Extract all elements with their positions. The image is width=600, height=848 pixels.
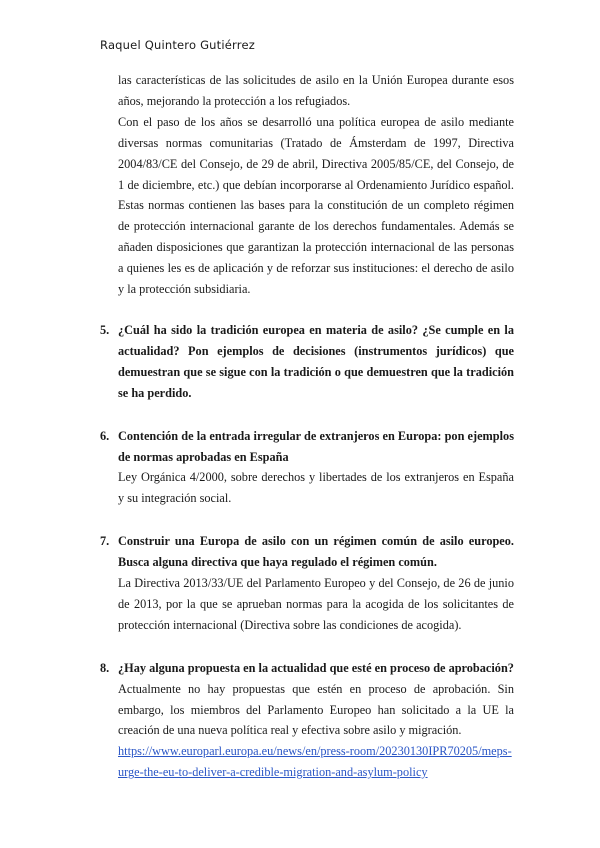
question-section-8 <box>100 658 514 783</box>
question-section-6 <box>100 426 514 510</box>
answer-text: La Directiva 2013/33/UE del Parlamento Europeo y del Consejo, de 26 de junio de 2013, por la que se aprueban normas para la acogida de los solicitantes de protección internacional (Directiva sobre las condiciones de acogida). <box>118 576 514 632</box>
question-number: 8. <box>100 660 110 675</box>
question-number: 5. <box>100 322 110 337</box>
question-text: ¿Hay alguna propuesta en la actualidad que esté en proceso de aprobación? <box>118 660 514 675</box>
intro-paragraph-1: las características de las solicitudes de asilo en la Unión Europea durante esos años, mejorando la protección a los refugiados. <box>118 73 514 108</box>
question-text: Construir una Europa de asilo con un régimen común de asilo europeo. Busca alguna directiva que haya regulado el régimen común. <box>118 534 514 570</box>
intro-paragraph-2: Con el paso de los años se desarrolló una política europea de asilo mediante diversas normas comunitarias (Tratado de Ámsterdam de 1997, Directiva 2004/83/CE del Consejo, de 29 de abril, Directiva 2005/85/CE, del Consejo, de 1 de diciembre, etc.) que debían incorporarse al Ordenamiento Jurídico español. Estas normas contienen las bases para la constitución de un completo régimen de protección internacional garante de los derechos fundamentales. Además se añaden disposiciones que garantizan la protección internacional de las personas a quienes les es de aplicación y de reforzar sus instituciones: el derecho de asilo y la protección subsidiaria. <box>118 114 514 297</box>
question-text: Contención de la entrada irregular de extranjeros en Europa: pon ejemplos de normas aprobadas en España <box>118 428 514 464</box>
question-number: 7. <box>100 534 110 549</box>
reference-link[interactable]: https://www.europarl.europa.eu/news/en/press-room/20230130IPR70205/meps-urge-the-eu-to-deliver-a-credible-migration-and-asylum-policy <box>118 744 512 780</box>
question-section-7 <box>100 531 514 636</box>
question-text: ¿Cuál ha sido la tradición europea en materia de asilo? ¿Se cumple en la actualidad? Pon ejemplos de decisiones (instrumentos jurídicos) que demuestran que se sigue con la tradición o que demuestren que la tradición se ha perdido. <box>118 322 514 400</box>
page-header-author: Raquel Quintero Gutiérrez <box>100 38 255 52</box>
question-section-5 <box>100 320 514 404</box>
answer-text: Ley Orgánica 4/2000, sobre derechos y libertades de los extranjeros en España y su integración social. <box>118 470 514 506</box>
question-number: 6. <box>100 428 110 443</box>
answer-text: Actualmente no hay propuestas que estén en proceso de aprobación. Sin embargo, los miembros del Parlamento Europeo han solicitado a la UE la creación de una nueva política real y efectiva sobre asilo y migración. <box>118 681 514 738</box>
document-body <box>100 70 514 783</box>
